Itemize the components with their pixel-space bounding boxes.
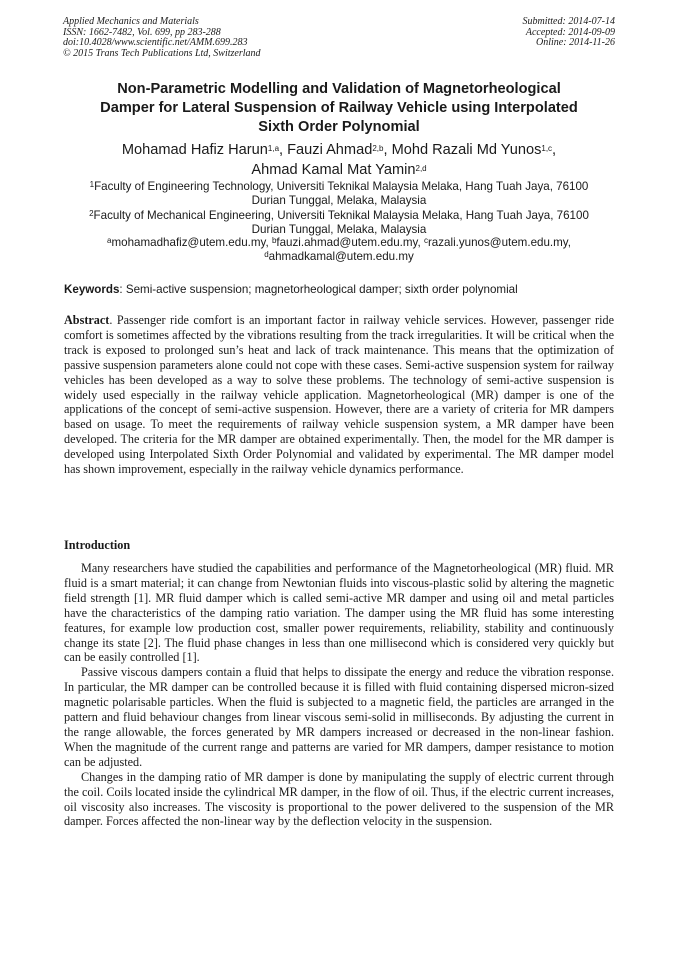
title-line-3: Sixth Order Polynomial — [258, 119, 420, 135]
author-name: Mohd Razali Md Yunos — [391, 142, 542, 158]
affiliation-text: Faculty of Mechanical Engineering, Universiti Teknikal Malaysia Melaka, Hang Tuah Jaya, 76100 — [93, 209, 589, 222]
title-line-2: Damper for Lateral Suspension of Railway Vehicle using Interpolated — [100, 100, 578, 116]
publication-dates — [523, 17, 616, 49]
affiliation-text: Durian Tunggal, Melaka, Malaysia — [251, 194, 427, 207]
affiliation-mark: 1 — [89, 180, 95, 189]
affiliation-mark: 2 — [89, 209, 94, 218]
title-line-1: Non-Parametric Modelling and Validation of Magnetorheological — [117, 81, 561, 97]
abstract-label: Abstract — [64, 313, 110, 327]
keywords-text: : Semi-active suspension; magnetorheological damper; sixth order polynomial — [119, 283, 518, 296]
affiliation-2 — [60, 209, 618, 237]
journal-name: Applied Mechanics and Materials — [63, 16, 199, 27]
doi: doi:10.4028/www.scientific.net/AMM.699.283 — [63, 37, 248, 48]
journal-info — [63, 17, 261, 59]
email-mark: c — [423, 236, 428, 245]
introduction-heading: Introduction — [64, 538, 131, 552]
author-name: Mohamad Hafiz Harun — [121, 142, 268, 158]
keywords — [64, 283, 614, 297]
affiliation-text: Faculty of Engineering Technology, Universiti Teknikal Malaysia Melaka, Hang Tuah Jaya, 76100 — [94, 180, 589, 193]
email-link[interactable]: fauzi.ahmad@utem.edu.my, — [276, 236, 421, 249]
affiliation-text: Durian Tunggal, Melaka, Malaysia — [251, 223, 427, 236]
author-affiliation-mark: 2,b — [372, 144, 384, 153]
email-link[interactable]: razali.yunos@utem.edu.my, — [427, 236, 571, 249]
submitted-date: Submitted: 2014-07-14 — [522, 16, 615, 27]
introduction-paragraph-1: Many researchers have studied the capabilities and performance of the Magnetorheological (MR) fluid. MR fluid is a smart material; it can change from Newtonian fluids into viscous-plastic solid by altering the magnetic field strength [1]. MR fluid damper which is called semi-active MR damper and using oil and metal particles have the characteristics of the damping ratio variation. The damper using the MR fluid has some interesting features, for example low production cost, smaller power requirements, reliability, stability and continuously change its state [2]. The fluid phase changes in less than one millisecond which is considered very quickly but can be easily controlled [1]. — [64, 561, 614, 665]
introduction-paragraph-3: Changes in the damping ratio of MR damper is done by manipulating the supply of electric current through the coil. Coils located inside the cylindrical MR damper, in the flow of oil. Thus, if the electric current increases, oil viscosity also increases. The viscosity is proportional to the power delivered to the suspension of the MR damper. Forces affected the non-linear way by the deflection velocity in the suspension. — [64, 769, 614, 829]
introduction-section — [64, 561, 614, 829]
email-link[interactable]: ahmadkamal@utem.edu.my — [268, 250, 414, 263]
email-mark: b — [271, 236, 277, 245]
author-affiliation-mark: 1,a — [267, 144, 280, 153]
author-emails — [60, 236, 618, 264]
abstract — [64, 313, 614, 477]
abstract-text: . Passenger ride comfort is an important factor in railway vehicle services. However, passenger ride comfort is sometimes affected by the vibrations resulting from the track irregularities. It will be critical when the track is exposed to prolonged sun’s heat and lack of track maintenance. This means that the optimization of passive suspension parameters alone could not cope with these cases. Semi-active suspension system for railway vehicles has been developed as a way to solve these problems. The technology of semi-active suspension is widely used especially in the railway vehicle application. Magnetorheological (MR) damper is one of the applications of the concept of semi-active suspension. However, there are a variety of criteria for MR dampers based on usage. To meet the requirements of railway vehicle suspension system, a MR damper have been developed. The criteria for the MR damper are obtained experimentally. Then, the model for the MR damper is developed using Interpolated Sixth Order Polynomial and validated by experimental. The MR damper model has shown improvement, especially in the railway vehicle dynamics performance. — [64, 313, 614, 477]
author-affiliation-mark: 2,d — [415, 163, 427, 173]
keywords-label: Keywords — [64, 283, 120, 296]
introduction-paragraph-2: Passive viscous dampers contain a fluid that helps to dissipate the energy and reduce the vibration response. In particular, the MR damper can be controlled because it is filled with fluid containing dispersed micron-sized magnetic polarisable particles. When the fluid is subjected to a magnetic field, the particles are arranged in the pattern and fluid behaviour changes from linear viscous semi-solid in milliseconds. By adjusting the current in the range allowable, the forces generated by MR dampers increased or decreased in the non-linear fashion. When the magnitude of the current range and patterns are varied for MR dampers, damper resistance to motion can be adjusted. — [64, 665, 614, 769]
copyright: © 2015 Trans Tech Publications Ltd, Switzerland — [63, 47, 261, 59]
email-mark: a — [107, 236, 112, 245]
author-list: Mohamad Hafiz Harun$^{1,a}$, Fauzi Ahmad$^{2,b}$, Mohd Razali Md Yunos$^{1,c}$, Ahmad Kamal Mat Yamin$^{2,d}$ — [121, 142, 557, 178]
email-mark: d — [264, 250, 269, 259]
accepted-date: Accepted: 2014-09-09 — [525, 26, 615, 38]
online-date: Online: 2014-11-26 — [536, 37, 615, 48]
author-name: Ahmad Kamal Mat Yamin — [251, 161, 416, 178]
author-name: Fauzi Ahmad — [287, 142, 373, 158]
issn: ISSN: 1662-7482, Vol. 699, pp 283-288 — [63, 26, 221, 38]
email-link[interactable]: mohamadhafiz@utem.edu.my, — [111, 236, 269, 249]
paper-title — [60, 80, 618, 137]
author-affiliation-mark: 1,c — [541, 144, 553, 153]
affiliation-1 — [60, 180, 618, 208]
